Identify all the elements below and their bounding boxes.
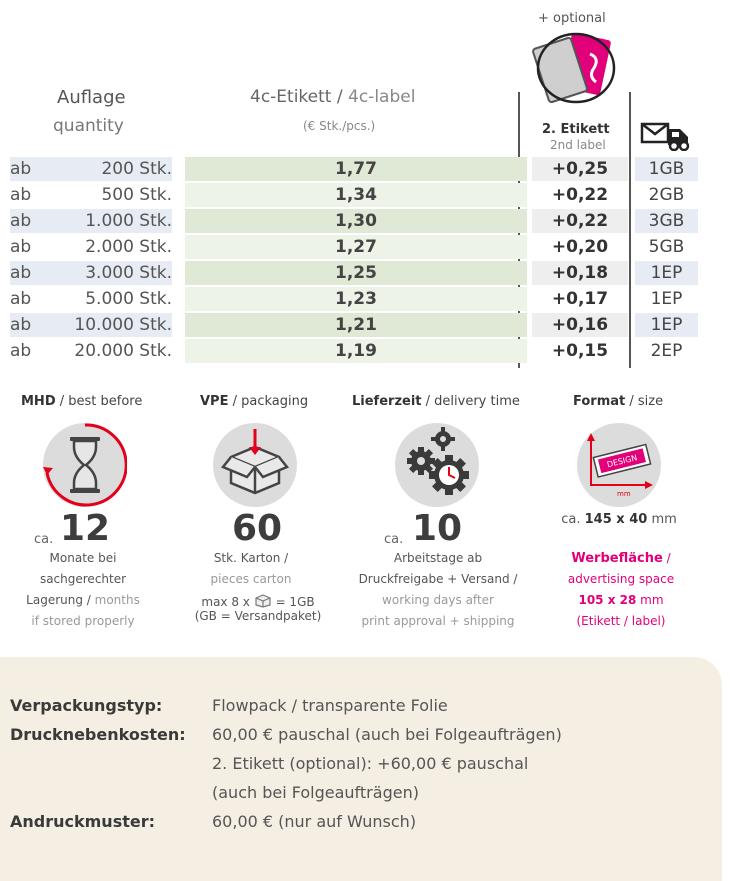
footer-label-verpackungstyp: Verpackungstyp: (10, 696, 163, 715)
table-row (10, 287, 698, 313)
row-shipping: 1EP (650, 263, 683, 283)
row-shipping: 1GB (648, 159, 685, 179)
mhd-description: Monate bei sachgerechter Lagerung / months if stored properly (0, 548, 166, 632)
format-size-unit: mm (651, 512, 677, 527)
lieferzeit-title-de: Lieferzeit (352, 394, 422, 409)
table-row (10, 339, 698, 365)
format-line1-sep: / (662, 551, 671, 565)
row-shipping: 1EP (650, 315, 683, 335)
footer-value-verpackungstyp: Flowpack / transparente Folie (212, 696, 448, 715)
table-row (10, 313, 698, 339)
vpe-line4: (GB = Versandpaket) (194, 609, 322, 623)
row-extra-price: +0,22 (551, 211, 609, 231)
column-header-2nd-label-de: 2. Etikett (542, 122, 610, 137)
column-header-4c-de: 4c-Etikett (250, 87, 332, 107)
format-title-de: Format (573, 394, 626, 409)
footer-value-andruckmuster: 60,00 € (nur auf Wunsch) (212, 812, 417, 831)
row-ab: ab (10, 289, 32, 309)
row-ab: ab (10, 185, 32, 205)
mhd-line3-de: Lagerung (26, 593, 83, 607)
column-header-4c-label (250, 87, 415, 107)
row-ab: ab (10, 263, 32, 283)
vpe-description (178, 548, 324, 590)
row-quantity: 500 Stk. (101, 185, 172, 205)
column-header-quantity: quantity (53, 116, 124, 136)
format-line3-unit: mm (640, 593, 664, 607)
mhd-line1: Monate bei (49, 551, 117, 565)
column-header-4c-sep: / (331, 87, 349, 107)
footer-label-andruckmuster: Andruckmuster: (10, 812, 156, 831)
mhd-line3-en: months (94, 593, 140, 607)
lieferzeit-line2: Druckfreigabe + Versand / (358, 572, 518, 586)
row-quantity: 5.000 Stk. (85, 289, 172, 309)
row-quantity: 1.000 Stk. (85, 211, 172, 231)
row-extra-price: +0,20 (551, 237, 609, 257)
row-price: 1,25 (335, 263, 377, 283)
row-shipping: 5GB (648, 237, 685, 257)
row-extra-price: +0,15 (551, 341, 609, 361)
row-shipping: 2EP (650, 341, 683, 361)
second-label-icon (532, 32, 622, 108)
box-icon (213, 423, 297, 507)
lieferzeit-ca: ca. (384, 532, 404, 547)
row-shipping: 1EP (650, 289, 683, 309)
lieferzeit-title-en: delivery time (434, 394, 520, 409)
vpe-line2: pieces carton (210, 572, 292, 586)
mhd-ca: ca. (34, 532, 54, 547)
lieferzeit-description (340, 548, 536, 632)
mhd-title: MHD / best before (21, 394, 143, 409)
row-price: 1,34 (335, 185, 377, 205)
footer-value-follow-orders: (auch bei Folgeaufträgen) (212, 783, 419, 802)
vpe-title-de: VPE (200, 394, 229, 409)
table-row (10, 261, 698, 287)
row-price: 1,23 (335, 289, 377, 309)
row-quantity: 10.000 Stk. (74, 315, 172, 335)
format-title: Format / size (573, 394, 664, 409)
row-quantity: 200 Stk. (101, 159, 172, 179)
label-size-icon-text: DESIGN (606, 453, 639, 470)
row-shipping: 3GB (648, 211, 685, 231)
lieferzeit-value: 10 (412, 508, 463, 549)
mhd-value: 12 (60, 508, 111, 549)
format-size (554, 509, 684, 530)
table-row (10, 183, 698, 209)
shipping-truck-icon (640, 121, 692, 151)
gears-clock-icon (395, 423, 479, 507)
column-header-2nd-label-en: 2nd label (550, 138, 606, 152)
mhd-title-de: MHD (21, 394, 56, 409)
row-quantity: 2.000 Stk. (85, 237, 172, 257)
vpe-line3-b: = 1GB (275, 595, 315, 609)
format-size-value: 145 x 40 (584, 512, 648, 527)
column-header-unit: (€ Stk./pcs.) (303, 119, 376, 133)
row-ab: ab (10, 315, 32, 335)
vpe-note (178, 594, 338, 623)
small-box-icon (254, 594, 272, 608)
footer-value-drucknebenkosten: 60,00 € pauschal (auch bei Folgeaufträgen) (212, 725, 562, 744)
vpe-title-en: packaging (241, 394, 309, 409)
column-header-auflage: Auflage (57, 87, 126, 108)
format-line1-de: Werbefläche (571, 551, 663, 566)
lieferzeit-line3: working days after (382, 593, 494, 607)
row-price: 1,30 (335, 211, 377, 231)
row-price: 1,19 (335, 341, 377, 361)
row-ab: ab (10, 237, 32, 257)
label-size-icon (577, 423, 661, 507)
label-size-icon-unit: mm (617, 490, 631, 498)
column-header-4c-en: 4c-label (348, 87, 416, 107)
hourglass-icon (43, 423, 127, 507)
lieferzeit-title: Lieferzeit / delivery time (352, 394, 520, 409)
footer-label-drucknebenkosten: Drucknebenkosten: (10, 725, 186, 744)
table-row (10, 235, 698, 261)
row-quantity: 20.000 Stk. (74, 341, 172, 361)
vpe-line1: Stk. Karton / (213, 551, 289, 565)
format-size-ca: ca. (561, 512, 581, 527)
mhd-line2: sachgerechter (39, 572, 127, 586)
row-quantity: 3.000 Stk. (85, 263, 172, 283)
optional-label: + optional (538, 11, 606, 26)
vpe-line3-a: max 8 x (201, 595, 250, 609)
table-row (10, 209, 698, 235)
footer-value-second-label: 2. Etikett (optional): +60,00 € pauschal (212, 754, 529, 773)
mhd-line4: if stored properly (31, 614, 135, 628)
row-ab: ab (10, 211, 32, 231)
row-price: 1,27 (335, 237, 377, 257)
row-ab: ab (10, 341, 32, 361)
vpe-title: VPE / packaging (200, 394, 309, 409)
vpe-value: 60 (232, 508, 283, 549)
format-line2: advertising space (567, 572, 675, 586)
row-price: 1,77 (335, 159, 377, 179)
row-extra-price: +0,17 (551, 289, 609, 309)
row-shipping: 2GB (648, 185, 685, 205)
row-price: 1,21 (335, 315, 377, 335)
format-title-en: size (637, 394, 664, 409)
format-line3-value: 105 x 28 (578, 593, 637, 607)
table-row (10, 157, 698, 183)
mhd-title-en: best before (68, 394, 143, 409)
row-extra-price: +0,16 (551, 315, 609, 335)
lieferzeit-line1: Arbeitstage ab (393, 551, 483, 565)
row-extra-price: +0,22 (551, 185, 609, 205)
format-description (550, 548, 692, 632)
format-line4: (Etikett / label) (576, 614, 666, 628)
lieferzeit-line4: print approval + shipping (361, 614, 515, 628)
row-ab: ab (10, 159, 32, 179)
row-extra-price: +0,18 (551, 263, 609, 283)
row-extra-price: +0,25 (551, 159, 609, 179)
